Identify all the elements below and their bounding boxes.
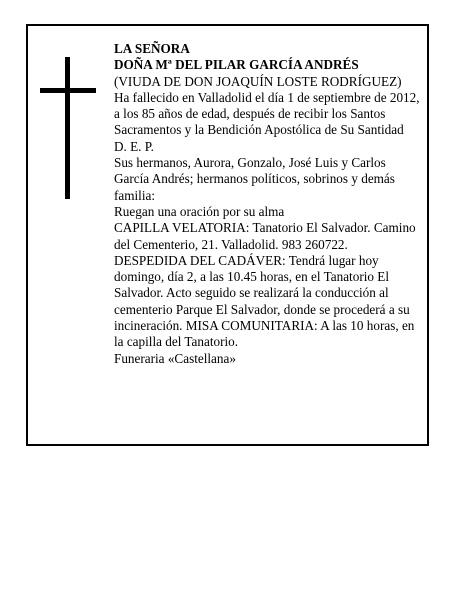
cross-horizontal-bar — [40, 88, 96, 93]
obituary-notice — [26, 24, 429, 446]
funeral-home: Funeraria «Castellana» — [114, 350, 236, 366]
family-members: Sus hermanos, Aurora, Gonzalo, José Luis y Carlos García Andrés; hermanos políticos, sobrinos y demás familia: — [114, 155, 395, 203]
cross-vertical-bar — [65, 57, 70, 199]
farewell-and-mass-info: DESPEDIDA DEL CADÁVER: Tendrá lugar hoy domingo, día 2, a las 10.45 horas, en el Tanatorio El Salvador. Acto seguido se realizará la conducción al cementerio Parque El Salvador, donde se procederá a su incineración. MISA COMUNITARIA: A las 10 horas, en la capilla del Tanatorio. — [114, 252, 415, 350]
prayer-request: Ruegan una oración por su alma — [114, 203, 285, 219]
deceased-name: DOÑA Mª DEL PILAR GARCÍA ANDRÉS — [114, 57, 359, 73]
rest-in-peace: D. E. P. — [114, 138, 154, 154]
death-information: Ha fallecido en Valladolid el día 1 de septiembre de 2012, a los 85 años de edad, después de recibir los Santos Sacramentos y la Bendición Apostólica de Su Santidad — [114, 89, 420, 138]
notice-text — [114, 41, 420, 367]
notice-title: LA SEÑORA — [114, 41, 190, 56]
widow-line: (VIUDA DE DON JOAQUÍN LOSTE RODRÍGUEZ) — [114, 73, 402, 89]
funeral-chapel-info: CAPILLA VELATORIA: Tanatorio El Salvador. Camino del Cementerio, 21. Valladolid. 983 260722. — [114, 220, 416, 252]
latin-cross-icon — [40, 57, 96, 199]
